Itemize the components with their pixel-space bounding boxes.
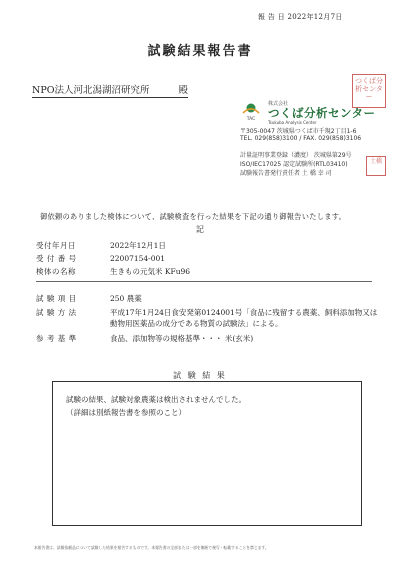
detail-label: 検体の名称 (36, 267, 76, 276)
issuer-registration: 計量証明事業登録（濃度） 茨城県第29号 (240, 152, 352, 159)
test-value: 食品、添加物等の規格基準・・・ 米(玄米) (110, 334, 254, 343)
detail-value: 2022年12月1日 (110, 241, 166, 250)
issuer-tel-fax: TEL. 029(858)3100 / FAX. 029(858)3106 (240, 135, 362, 142)
result-line: （詳細は別紙報告書を参照のこと） (66, 408, 186, 417)
issuer-address: 〒305-0047 茨城県つくば市千現2丁目1-6 (240, 128, 357, 135)
test-label: 試 験 項 目 (36, 294, 77, 303)
addressee (32, 82, 188, 98)
test-label: 参 考 基 準 (36, 334, 77, 343)
logo-mark-text: TAC (246, 117, 256, 122)
logo-small: 株式会社 (268, 101, 289, 107)
document-title: 試験結果報告書 (147, 44, 253, 59)
company-seal: つくば分析センター (352, 74, 386, 108)
logo-en: Tsukuba Analysis Center (268, 120, 317, 125)
addressee-honorific: 殿 (178, 85, 188, 96)
issuer-iso: ISO/IEC17025 認定試験所(RTL03410) (240, 161, 348, 168)
test-value: 250 農薬 (110, 294, 142, 303)
detail-label: 受付年月日 (36, 241, 76, 250)
detail-value: 22007154-001 (110, 254, 166, 263)
test-value: 平成17年1月24日食安発第0124001号「食品に残留する農薬、飼料添加物又は動物用医薬品の成分である物質の試験法」による。 (110, 308, 378, 328)
test-label: 試 験 方 法 (36, 308, 77, 317)
addressee-name: NPO法人河北潟湖沼研究所 (32, 85, 150, 96)
ki-heading: 記 (196, 225, 204, 234)
intro-text: 御依頼のありました検体について、試験検査を行った結果を下記の通り御報告いたします。 (40, 212, 347, 221)
results-title: 試 験 結 果 (173, 371, 227, 380)
detail-label: 受 付 番 号 (36, 254, 77, 263)
personal-seal: 土橋 (366, 156, 386, 176)
issuer-logo (240, 100, 376, 125)
issuer-manager: 試験報告書発行責任者 土 橋 幸 司 (240, 170, 332, 177)
result-line: 試験の結果、試験対象農薬は検出されませんでした。 (66, 395, 246, 404)
detail-value: 生きもの元気米 KFu96 (110, 267, 191, 276)
issue-date: 報 告 日 2022年12月7日 (258, 13, 343, 21)
logo-name: つくば分析センター (268, 106, 376, 120)
divider (36, 281, 372, 282)
logo-mark-icon (240, 100, 262, 122)
footnote: 本報告書は、試験依頼品について試験した結果を報告するものです。本報告書の全部または一部を無断で複写・転載することを禁じます。 (34, 545, 269, 550)
